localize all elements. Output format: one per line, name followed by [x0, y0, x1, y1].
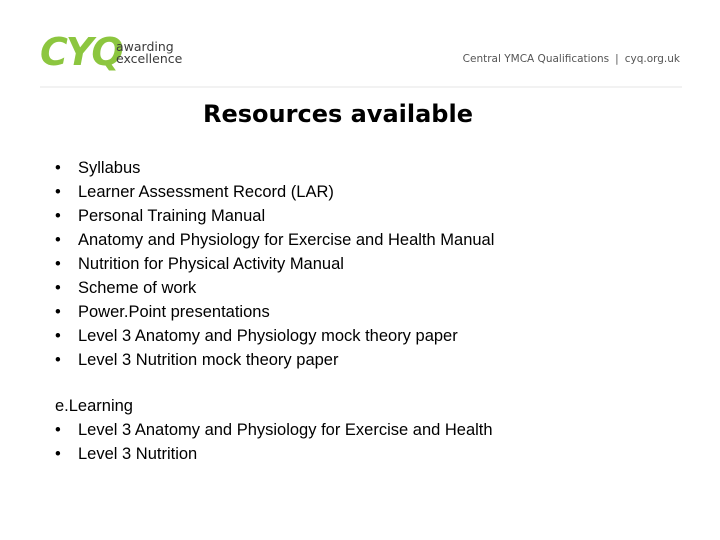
elearning-section	[55, 394, 493, 466]
resource-item: • Nutrition for Physical Activity Manual	[55, 252, 494, 276]
bullet-icon: •	[55, 255, 61, 273]
resource-item: • Level 3 Nutrition mock theory paper	[55, 348, 494, 372]
resource-item: • Scheme of work	[55, 276, 494, 300]
logo-mark: CYQ	[40, 30, 122, 74]
logo-tagline: awarding excellence	[116, 39, 183, 66]
organization-line	[463, 53, 680, 65]
resource-item: • Power.Point presentations	[55, 300, 494, 324]
header-divider	[40, 86, 682, 88]
bullet-icon: •	[55, 421, 61, 439]
bullet-icon: •	[55, 351, 61, 369]
bullet-icon: •	[55, 327, 61, 345]
slide-header	[0, 0, 720, 90]
bullet-icon: •	[55, 183, 61, 201]
elearning-label: e.Learning	[55, 397, 133, 415]
resources-list	[55, 156, 494, 372]
elearning-list	[55, 418, 493, 466]
elearning-item: • Level 3 Anatomy and Physiology for Exercise and Health	[55, 418, 493, 442]
website-text: cyq.org.uk	[624, 53, 680, 65]
bullet-icon: •	[55, 445, 61, 463]
organization-name: Central YMCA Qualifications	[462, 53, 610, 65]
resource-item: • Learner Assessment Record (LAR)	[55, 180, 494, 204]
bullet-icon: •	[55, 279, 61, 297]
bullet-icon: •	[55, 159, 61, 177]
bullet-icon: •	[55, 231, 61, 249]
elearning-item: • Level 3 Nutrition	[55, 442, 493, 466]
resource-item: • Anatomy and Physiology for Exercise and Health Manual	[55, 228, 494, 252]
header-separator: |	[615, 53, 619, 65]
resource-item: • Personal Training Manual	[55, 204, 494, 228]
slide-title: Resources available	[203, 100, 473, 128]
bullet-icon: •	[55, 207, 61, 225]
resource-item: • Level 3 Anatomy and Physiology mock theory paper	[55, 324, 494, 348]
bullet-icon: •	[55, 303, 61, 321]
resource-item: • Syllabus	[55, 156, 494, 180]
